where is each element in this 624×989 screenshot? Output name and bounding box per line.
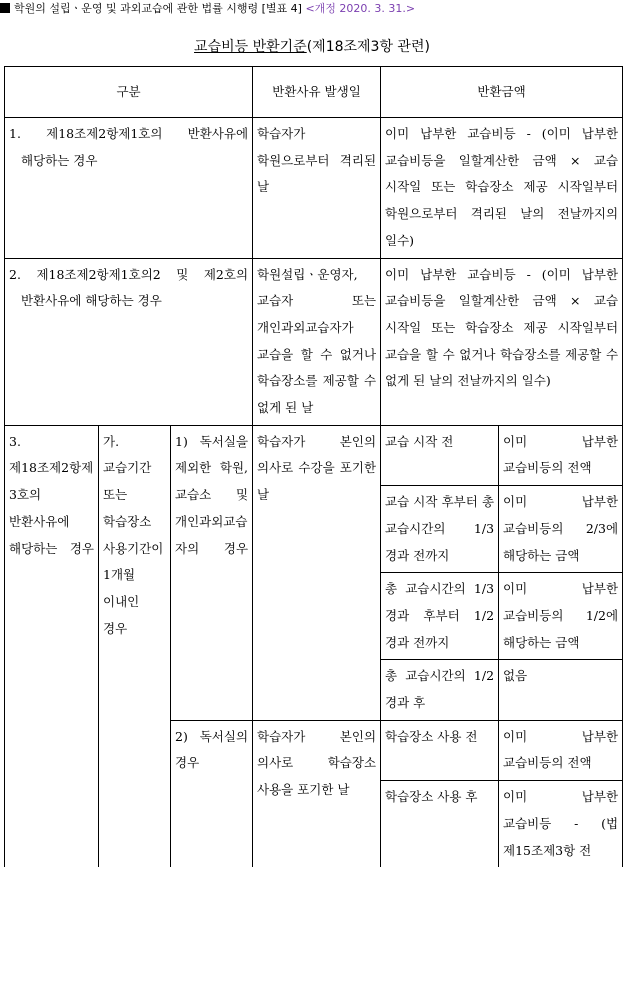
row1-amount: 이미 납부한 교습비등 - (이미 납부한 교습비등을 일할계산한 금액 × 교습 시작일 또는 학습장소 제공 시작일부터 학원으로부터 격리된 날의 전날까지의 일수) [381, 118, 623, 259]
table-row [5, 425, 623, 485]
row3-sub-1-period-2: 교습 시작 후부터 총 교습시간의 1/3 경과 전까지 [381, 486, 499, 573]
row3-category: 3. 제18조제2항제3호의 반환사유에 해당하는 경우 [5, 425, 99, 867]
row3-sub-1: 1) 독서실을 제외한 학원, 교습소 및 개인과외교습자의 경우 [171, 425, 253, 720]
row3-sub-2-amount-1: 이미 납부한 교습비등의 전액 [499, 720, 623, 780]
table-header-row [5, 67, 623, 118]
row2-category: 2. 제18조제2항제1호의2 및 제2호의 반환사유에 해당하는 경우 [5, 258, 253, 425]
row3-sub-1-amount-2: 이미 납부한 교습비등의 2/3에 해당하는 금액 [499, 486, 623, 573]
row3-sub-2-occurrence: 학습자가 본인의 의사로 학습장소 사용을 포기한 날 [253, 720, 381, 867]
row3-sub-2-period-2: 학습장소 사용 후 [381, 781, 499, 868]
row2-amount: 이미 납부한 교습비등 - (이미 납부한 교습비등을 일할계산한 금액 × 교습 시작일 또는 학습장소 제공 시작일부터 교습을 할 수 없거나 학습장소를 제공할 수 없게 된 날의 전날까지의 일수) [381, 258, 623, 425]
row3-sub-1-amount-4: 없음 [499, 660, 623, 720]
row3-sub-2-amount-2: 이미 납부한 교습비등 - (법 제15조제3항 전 [499, 781, 623, 868]
refund-standard-table [4, 66, 623, 867]
table-row [5, 118, 623, 259]
row3-sub-1-occurrence: 학습자가 본인의 의사로 수강을 포기한 날 [253, 425, 381, 720]
row3-sub-2-period-1: 학습장소 사용 전 [381, 720, 499, 780]
row3-sub-1-period-3: 총 교습시간의 1/3 경과 후부터 1/2 경과 전까지 [381, 573, 499, 660]
title-main: 교습비등 반환기준 [194, 39, 307, 55]
row3-sub-1-period-4: 총 교습시간의 1/2 경과 후 [381, 660, 499, 720]
header-category: 구분 [5, 67, 253, 118]
header-law-title: 학원의 설립ㆍ운영 및 과외교습에 관한 법률 시행령 [별표 4] [14, 2, 302, 15]
document-header [0, 0, 624, 20]
row1-occurrence: 학습자가 학원으로부터 격리된 날 [253, 118, 381, 259]
header-occurrence: 반환사유 발생일 [253, 67, 381, 118]
row3-sub-2: 2) 독서실의 경우 [171, 720, 253, 867]
row3-sub-1-amount-3: 이미 납부한 교습비등의 1/2에 해당하는 금액 [499, 573, 623, 660]
revision-link[interactable]: <개정 2020. 3. 31.> [305, 2, 416, 15]
table-row [5, 258, 623, 425]
row3-sub-ga: 가. 교습기간 또는 학습장소 사용기간이 1개월 이내인 경우 [99, 425, 171, 867]
header-amount: 반환금액 [381, 67, 623, 118]
row3-sub-1-period-1: 교습 시작 전 [381, 425, 499, 485]
title-reference: (제18조제3항 관련) [306, 39, 430, 55]
page-title [0, 36, 624, 58]
row3-sub-1-amount-1: 이미 납부한 교습비등의 전액 [499, 425, 623, 485]
row2-occurrence: 학원설립ㆍ운영자, 교습자 또는 개인과외교습자가 교습을 할 수 없거나 학습장소를 제공할 수 없게 된 날 [253, 258, 381, 425]
square-bullet-icon [0, 3, 10, 13]
row1-category: 1. 제18조제2항제1호의 반환사유에 해당하는 경우 [5, 118, 253, 259]
